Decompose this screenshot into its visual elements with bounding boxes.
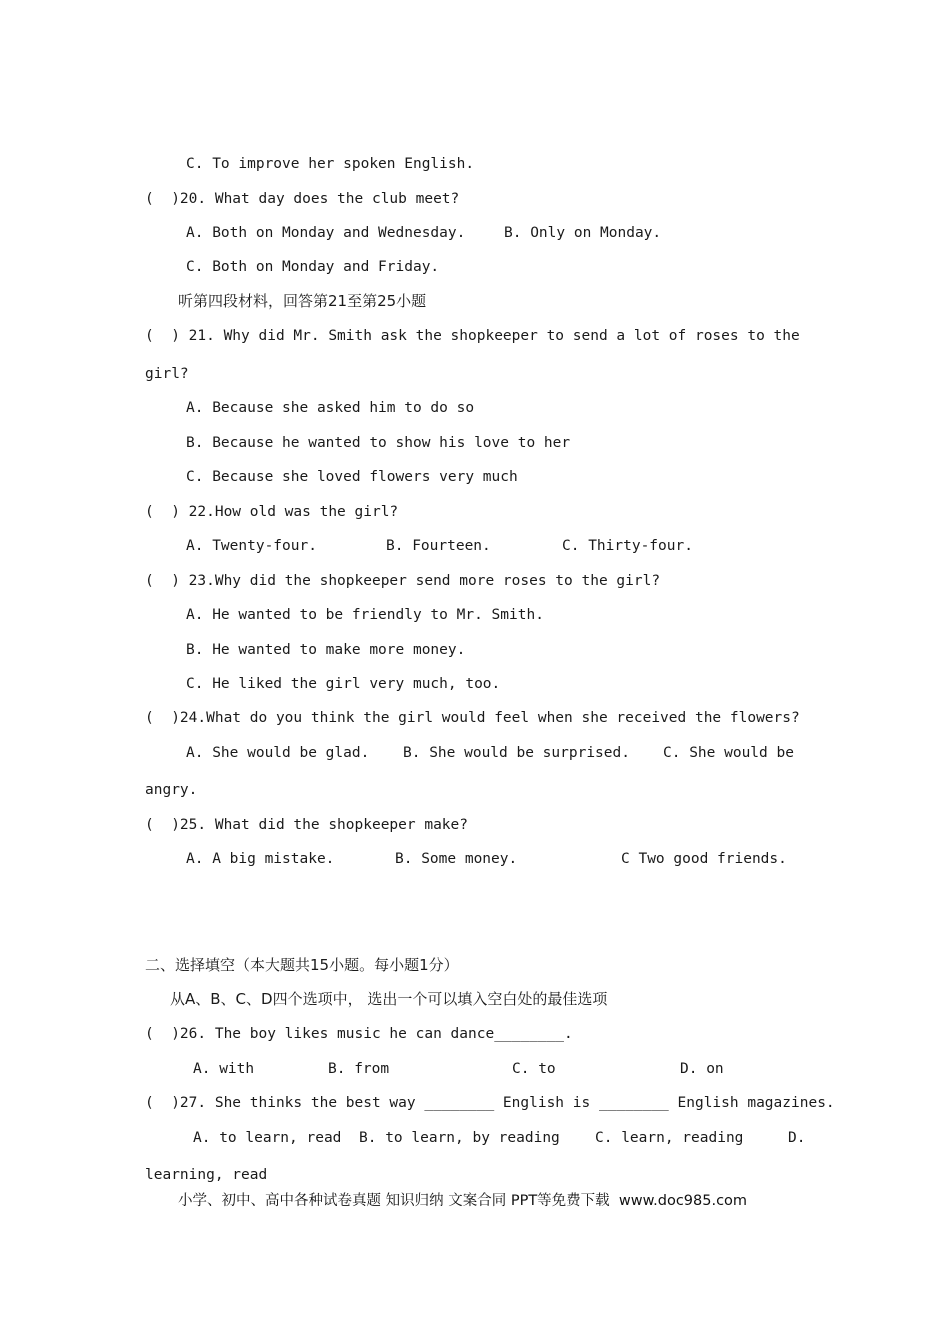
q22-option-b: B. Fourteen. — [386, 538, 491, 554]
q21-stem-line1: ( ) 21. Why did Mr. Smith ask the shopkeeper to send a lot of roses to the — [145, 328, 800, 344]
q22-stem: ( ) 22.How old was the girl? — [145, 504, 399, 520]
q25-option-b: B. Some money. — [395, 851, 518, 867]
q27-option-c: C. learn, reading — [595, 1130, 744, 1146]
q25-stem: ( )25. What did the shopkeeper make? — [145, 817, 469, 833]
q22-option-a: A. Twenty-four. — [186, 538, 317, 554]
q25-option-a: A. A big mistake. — [186, 851, 335, 867]
q27-option-d: D. — [788, 1130, 806, 1146]
q21-option-a: A. Because she asked him to do so — [186, 400, 475, 416]
q26-option-a: A. with — [193, 1061, 255, 1077]
q20-option-b: B. Only on Monday. — [504, 225, 662, 241]
q19-option-c: C. To improve her spoken English. — [186, 156, 475, 172]
q23-option-c: C. He liked the girl very much, too. — [186, 676, 501, 692]
q21-stem-line2: girl? — [145, 366, 189, 382]
q24-option-c-continued: angry. — [145, 782, 198, 798]
q27-option-d-continued: learning, read — [145, 1167, 268, 1183]
q27-option-a: A. to learn, read — [193, 1130, 342, 1146]
q26-option-d: D. on — [680, 1061, 724, 1077]
q22-option-c: C. Thirty-four. — [562, 538, 693, 554]
q24-option-a: A. She would be glad. — [186, 745, 370, 761]
section4-instruction: 听第四段材料，回答第21至第25小题 — [178, 292, 427, 310]
q26-stem: ( )26. The boy likes music he can dance________. — [145, 1026, 573, 1042]
q20-stem: ( )20. What day does the club meet? — [145, 191, 460, 207]
q20-option-a: A. Both on Monday and Wednesday. — [186, 225, 466, 241]
q24-stem: ( )24.What do you think the girl would feel when she received the flowers? — [145, 710, 800, 726]
page-footer: 小学、初中、高中各种试卷真题 知识归纳 文案合同 PPT等免费下载 www.doc985.com — [178, 1193, 748, 1209]
q25-option-c: C Two good friends. — [621, 851, 787, 867]
q24-option-b: B. She would be surprised. — [403, 745, 630, 761]
q21-option-b: B. Because he wanted to show his love to her — [186, 435, 571, 451]
q26-option-c: C. to — [512, 1061, 556, 1077]
q23-stem: ( ) 23.Why did the shopkeeper send more roses to the girl? — [145, 573, 661, 589]
q24-option-c: C. She would be — [663, 745, 794, 761]
q20-option-c: C. Both on Monday and Friday. — [186, 259, 440, 275]
part2-instruction: 从A、B、C、D四个选项中， 选出一个可以填入空白处的最佳选项 — [170, 990, 608, 1008]
q26-option-b: B. from — [328, 1061, 390, 1077]
part2-heading: 二、选择填空（本大题共15小题。每小题1分） — [145, 956, 459, 974]
q23-option-b: B. He wanted to make more money. — [186, 642, 466, 658]
q27-option-b: B. to learn, by reading — [359, 1130, 560, 1146]
q21-option-c: C. Because she loved flowers very much — [186, 469, 518, 485]
q27-stem: ( )27. She thinks the best way ________ English is ________ English magazines. — [145, 1095, 835, 1111]
q23-option-a: A. He wanted to be friendly to Mr. Smith. — [186, 607, 544, 623]
